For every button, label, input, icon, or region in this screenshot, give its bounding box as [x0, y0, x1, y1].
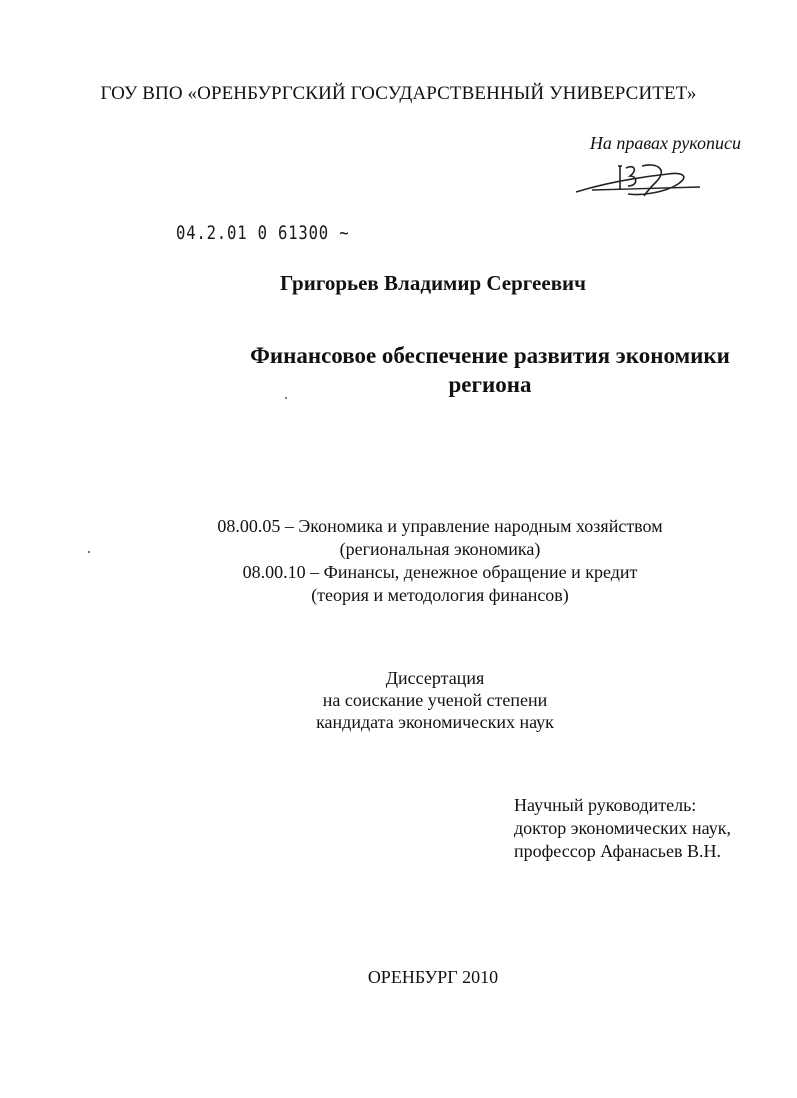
degree-line: кандидата экономических наук	[316, 712, 554, 732]
degree-line: на соискание ученой степени	[322, 690, 548, 710]
scan-speck	[88, 551, 90, 553]
scan-speck	[285, 397, 287, 399]
degree-statement	[220, 667, 650, 733]
title-line: региона	[448, 372, 532, 397]
supervisor-block	[514, 794, 731, 863]
registration-number: 04.2.01 0 61300 ~	[176, 222, 350, 244]
author-name: Григорьев Владимир Сергеевич	[280, 271, 586, 295]
manuscript-note: На правах рукописи	[589, 133, 741, 153]
supervisor-line: доктор экономических наук,	[514, 818, 731, 838]
dissertation-title	[180, 341, 797, 399]
specialty-line: 08.00.05 – Экономика и управление народным хозяйством	[217, 516, 663, 536]
specialty-line: 08.00.10 – Финансы, денежное обращение и кредит	[242, 562, 638, 582]
specialty-line: (теория и методология финансов)	[311, 585, 569, 605]
city-year: ОРЕНБУРГ 2010	[367, 967, 499, 987]
supervisor-line: профессор Афанасьев В.Н.	[514, 841, 721, 861]
title-line: Финансовое обеспечение развития экономики	[250, 343, 730, 368]
specialties	[140, 515, 740, 607]
supervisor-line: Научный руководитель:	[514, 795, 697, 815]
specialty-line: (региональная экономика)	[339, 539, 541, 559]
degree-line: Диссертация	[385, 668, 485, 688]
signature-mark	[572, 160, 712, 202]
university-name: ГОУ ВПО «ОРЕНБУРГСКИЙ ГОСУДАРСТВЕННЫЙ УНИВЕРСИТЕТ»	[100, 83, 697, 104]
